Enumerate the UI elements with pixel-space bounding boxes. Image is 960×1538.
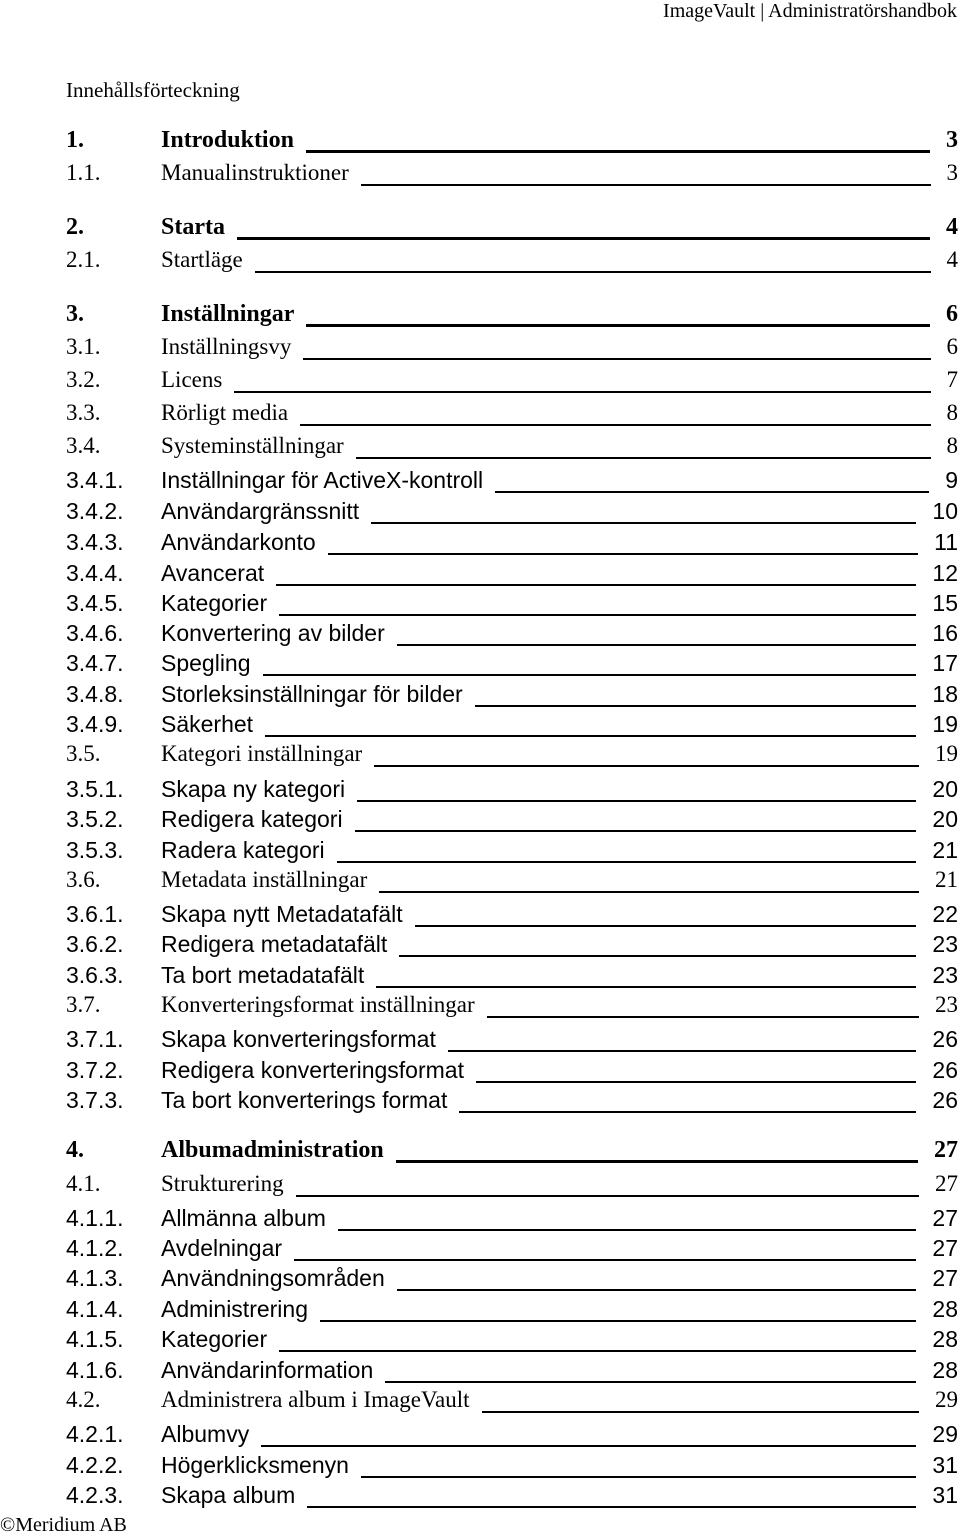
toc-entry-title[interactable]: Administrering (161, 1296, 308, 1322)
toc-entry-title[interactable]: Kategori inställningar (161, 741, 363, 766)
toc-entry-page: 27 (935, 1171, 958, 1196)
toc-leader-line (279, 1350, 916, 1352)
toc-entry-page: 27 (932, 1205, 958, 1231)
toc-entry-title[interactable]: Manualinstruktioner (161, 160, 349, 185)
toc-leader-line (399, 955, 916, 957)
toc-entry-page: 8 (946, 433, 958, 458)
toc-entry-page: 19 (932, 711, 958, 737)
toc-leader-line (379, 891, 919, 893)
toc-leader-line (361, 1476, 917, 1478)
toc-leader-line (475, 705, 917, 707)
toc-entry[interactable] (66, 1137, 958, 1167)
toc-entry-page: 20 (932, 776, 958, 802)
toc-leader-line (265, 735, 916, 737)
toc-entry[interactable] (66, 931, 958, 961)
toc-entry-title[interactable]: Skapa ny kategori (161, 776, 346, 802)
toc-entry-title[interactable]: Redigera metadatafält (161, 931, 388, 957)
toc-entry-title[interactable]: Systeminställningar (161, 433, 344, 458)
toc-leader-line (261, 1445, 916, 1447)
toc-entry[interactable] (66, 1087, 958, 1117)
toc-entry[interactable] (66, 1171, 958, 1201)
toc-entry-number: 4.1.2. (66, 1235, 124, 1261)
toc-entry-page: 4 (946, 247, 958, 272)
toc-heading: Innehållsförteckning (66, 78, 240, 102)
toc-leader-line (374, 765, 919, 767)
toc-entry-number: 2. (66, 214, 84, 240)
toc-entry-number: 3.5. (66, 741, 101, 766)
toc-entry-page: 11 (934, 529, 958, 555)
toc-entry-page: 29 (935, 1387, 958, 1412)
toc-leader-line (300, 424, 930, 426)
toc-entry-number: 3.4. (66, 433, 101, 458)
toc-leader-line (303, 358, 930, 360)
toc-entry[interactable] (66, 1265, 958, 1295)
toc-entry[interactable] (66, 1326, 958, 1356)
toc-leader-line (306, 324, 930, 327)
toc-entry-page: 23 (932, 962, 958, 988)
toc-entry[interactable] (66, 1057, 958, 1087)
toc-entry[interactable] (66, 301, 958, 331)
toc-leader-line (495, 491, 929, 493)
toc-entry-number: 4.1.4. (66, 1296, 124, 1322)
toc-entry-number: 3.7.1. (66, 1026, 124, 1052)
toc-leader-line (397, 644, 917, 646)
toc-entry[interactable] (66, 1482, 958, 1512)
toc-entry-number: 4.1.6. (66, 1357, 124, 1383)
toc-entry-number: 3.6. (66, 867, 101, 892)
toc-entry[interactable] (66, 992, 958, 1022)
toc-entry-title[interactable]: Skapa konverteringsformat (161, 1026, 436, 1052)
toc-entry-page: 17 (932, 650, 958, 676)
toc-entry-page: 19 (935, 741, 958, 766)
toc-entry-number: 4.2.2. (66, 1452, 124, 1478)
toc-entry[interactable] (66, 1421, 958, 1451)
toc-entry-title[interactable]: Storleksinställningar för bilder (161, 681, 463, 707)
toc-entry-page: 27 (932, 1265, 958, 1291)
toc-leader-line (328, 553, 918, 555)
toc-leader-line (376, 986, 916, 988)
toc-entry[interactable] (66, 1357, 958, 1387)
toc-entry[interactable] (66, 1026, 958, 1056)
toc-entry-title[interactable]: Starta (161, 214, 225, 240)
toc-entry-title[interactable]: Administrera album i ImageVault (161, 1387, 470, 1412)
toc-entry-number: 3.4.2. (66, 498, 124, 524)
toc-entry-title[interactable]: Ta bort konverterings format (161, 1087, 448, 1113)
toc-entry-page: 29 (932, 1421, 958, 1447)
toc-entry-number: 4.2. (66, 1387, 101, 1412)
toc-entry-title[interactable]: Användarinformation (161, 1357, 374, 1383)
toc-entry[interactable] (66, 806, 958, 836)
toc-entry-number: 3.6.1. (66, 901, 124, 927)
toc-entry[interactable] (66, 160, 958, 190)
toc-entry-number: 3.4.6. (66, 620, 124, 646)
toc-entry-page: 4 (946, 214, 958, 240)
toc-entry-number: 3. (66, 301, 84, 327)
toc-leader-line (356, 457, 931, 459)
toc-leader-line (385, 1381, 916, 1383)
toc-entry-title[interactable]: Redigera kategori (161, 806, 343, 832)
toc-entry-number: 3.4.1. (66, 467, 124, 493)
toc-leader-line (459, 1111, 916, 1113)
toc-entry[interactable] (66, 214, 958, 244)
toc-entry-page: 7 (946, 367, 958, 392)
toc-entry-title[interactable]: Rörligt media (161, 400, 289, 425)
toc-entry-title[interactable]: Kategorier (161, 1326, 268, 1352)
toc-leader-line (357, 800, 916, 802)
toc-entry[interactable] (66, 127, 958, 157)
toc-entry-title[interactable]: Allmänna album (161, 1205, 326, 1231)
toc-leader-line (448, 1050, 917, 1052)
toc-leader-line (482, 1411, 919, 1413)
toc-leader-line (307, 1506, 916, 1508)
toc-entry-title[interactable]: Användarkonto (161, 529, 316, 555)
toc-entry-page: 3 (946, 160, 958, 185)
toc-entry-title[interactable]: Skapa album (161, 1482, 296, 1508)
toc-entry[interactable] (66, 498, 958, 528)
toc-leader-line (337, 861, 917, 863)
toc-entry[interactable] (66, 776, 958, 806)
toc-entry-page: 23 (932, 931, 958, 957)
toc-entry[interactable] (66, 650, 958, 680)
toc-entry-number: 3.7.3. (66, 1087, 124, 1113)
toc-entry-page: 26 (932, 1057, 958, 1083)
toc-leader-line (476, 1081, 916, 1083)
toc-leader-line (294, 1259, 916, 1261)
toc-leader-line (396, 1160, 918, 1163)
toc-entry-title[interactable]: Inställningsvy (161, 334, 292, 359)
toc-entry[interactable] (66, 1205, 958, 1235)
toc-entry[interactable] (66, 681, 958, 711)
running-header: ImageVault | Administratörshandbok (663, 0, 957, 22)
toc-leader-line (306, 150, 930, 153)
toc-entry-number: 3.4.3. (66, 529, 124, 555)
toc-entry-page: 21 (932, 837, 958, 863)
toc-entry[interactable] (66, 367, 958, 397)
toc-entry-number: 4.1.5. (66, 1326, 124, 1352)
toc-entry-page: 18 (932, 681, 958, 707)
toc-entry-page: 10 (932, 498, 958, 524)
toc-entry[interactable] (66, 467, 958, 497)
toc-entry[interactable] (66, 590, 958, 620)
toc-entry-title[interactable]: Spegling (161, 650, 251, 676)
toc-entry-title[interactable]: Strukturering (161, 1171, 284, 1196)
toc-entry[interactable] (66, 901, 958, 931)
toc-entry[interactable] (66, 1452, 958, 1482)
toc-entry-page: 27 (932, 1235, 958, 1261)
toc-entry-page: 20 (932, 806, 958, 832)
toc-entry-number: 3.4.9. (66, 711, 124, 737)
toc-entry[interactable] (66, 334, 958, 364)
toc-entry-page: 26 (932, 1087, 958, 1113)
toc-entry[interactable] (66, 247, 958, 277)
toc-entry-number: 4.1.1. (66, 1205, 124, 1231)
toc-entry-title[interactable]: Introduktion (161, 127, 294, 153)
toc-entry-page: 6 (946, 301, 958, 327)
toc-entry-number: 3.4.8. (66, 681, 124, 707)
footer-copyright: ©Meridium AB (0, 1514, 127, 1536)
toc-entry-number: 4.2.1. (66, 1421, 124, 1447)
toc-leader-line (296, 1195, 919, 1197)
toc-entry-number: 3.5.2. (66, 806, 124, 832)
toc-entry-title[interactable]: Kategorier (161, 590, 268, 616)
toc-leader-line (276, 584, 916, 586)
toc-entry-page: 28 (932, 1357, 958, 1383)
toc-entry-title[interactable]: Albumadministration (161, 1137, 384, 1163)
toc-leader-line (361, 184, 931, 186)
toc-entry-number: 3.2. (66, 367, 101, 392)
toc-entry[interactable] (66, 560, 958, 590)
toc-entry[interactable] (66, 962, 958, 992)
toc-entry-title[interactable]: Konvertering av bilder (161, 620, 385, 646)
toc-entry-title[interactable]: Albumvy (161, 1421, 250, 1447)
toc-entry[interactable] (66, 711, 958, 741)
toc-entry-number: 3.4.5. (66, 590, 124, 616)
toc-entry-page: 3 (946, 127, 958, 153)
toc-entry-number: 1. (66, 127, 84, 153)
toc-leader-line (234, 391, 930, 393)
toc-entry-title[interactable]: Ta bort metadatafält (161, 962, 365, 988)
toc-entry-page: 28 (932, 1326, 958, 1352)
toc-entry-title[interactable]: Metadata inställningar (161, 867, 368, 892)
toc-entry[interactable] (66, 837, 958, 867)
toc-entry-title[interactable]: Högerklicksmenyn (161, 1452, 349, 1478)
toc-entry[interactable] (66, 400, 958, 430)
toc-entry-page: 28 (932, 1296, 958, 1322)
toc-entry-page: 6 (946, 334, 958, 359)
toc-entry-title[interactable]: Konverteringsformat inställningar (161, 992, 475, 1017)
toc-leader-line (487, 1016, 919, 1018)
toc-entry[interactable] (66, 529, 958, 559)
toc-entry-page: 21 (935, 867, 958, 892)
toc-leader-line (371, 522, 916, 524)
toc-entry-title[interactable]: Inställningar för ActiveX-kontroll (161, 467, 484, 493)
toc-entry-page: 22 (932, 901, 958, 927)
toc-leader-line (237, 237, 930, 240)
toc-entry-number: 3.1. (66, 334, 101, 359)
toc-entry-page: 26 (932, 1026, 958, 1052)
toc-entry[interactable] (66, 620, 958, 650)
toc-entry-number: 3.7.2. (66, 1057, 124, 1083)
toc-entry[interactable] (66, 433, 958, 463)
toc-entry-number: 4.1. (66, 1171, 101, 1196)
toc-entry-number: 3.6.3. (66, 962, 124, 988)
toc-entry[interactable] (66, 1296, 958, 1326)
toc-entry-number: 3.5.1. (66, 776, 124, 802)
toc-leader-line (338, 1229, 916, 1231)
toc-leader-line (320, 1320, 916, 1322)
toc-entry-page: 15 (932, 590, 958, 616)
toc-entry-page: 9 (945, 467, 958, 493)
toc-entry-page: 16 (932, 620, 958, 646)
toc-entry-title[interactable]: Startläge (161, 247, 243, 272)
toc-leader-line (397, 1289, 917, 1291)
toc-entry-title[interactable]: Skapa nytt Metadatafält (161, 901, 403, 927)
toc-leader-line (415, 925, 917, 927)
toc-leader-line (255, 271, 931, 273)
toc-entry-number: 3.7. (66, 992, 101, 1017)
toc-entry-number: 2.1. (66, 247, 101, 272)
toc-entry[interactable] (66, 741, 958, 771)
toc-entry-title[interactable]: Redigera konverteringsformat (161, 1057, 464, 1083)
toc-entry-number: 3.4.4. (66, 560, 124, 586)
toc-entry-page: 23 (935, 992, 958, 1017)
toc-entry-title[interactable]: Licens (161, 367, 223, 392)
toc-entry-number: 4.2.3. (66, 1482, 124, 1508)
toc-entry-number: 3.3. (66, 400, 101, 425)
toc-entry[interactable] (66, 1387, 958, 1417)
toc-entry-title[interactable]: Avancerat (161, 560, 265, 586)
toc-entry-number: 4.1.3. (66, 1265, 124, 1291)
toc-entry-number: 3.5.3. (66, 837, 124, 863)
toc-entry-title[interactable]: Användargränssnitt (161, 498, 360, 524)
toc-entry-page: 12 (932, 560, 958, 586)
toc-entry-page: 27 (934, 1137, 958, 1163)
toc-entry-number: 1.1. (66, 160, 101, 185)
toc-entry-title[interactable]: Avdelningar (161, 1235, 283, 1261)
toc-entry[interactable] (66, 1235, 958, 1265)
toc-entry-number: 4. (66, 1137, 84, 1163)
toc-entry-number: 3.4.7. (66, 650, 124, 676)
toc-entry-page: 31 (932, 1452, 958, 1478)
toc-entry-title[interactable]: Inställningar (161, 301, 295, 327)
toc-entry-title[interactable]: Användningsområden (161, 1265, 385, 1291)
toc-entry-page: 31 (932, 1482, 958, 1508)
toc-leader-line (355, 830, 917, 832)
toc-entry-title[interactable]: Säkerhet (161, 711, 254, 737)
toc-entry-number: 3.6.2. (66, 931, 124, 957)
toc-leader-line (279, 614, 916, 616)
toc-entry[interactable] (66, 867, 958, 897)
toc-entry-title[interactable]: Radera kategori (161, 837, 325, 863)
toc-entry-page: 8 (946, 400, 958, 425)
toc-leader-line (263, 674, 917, 676)
